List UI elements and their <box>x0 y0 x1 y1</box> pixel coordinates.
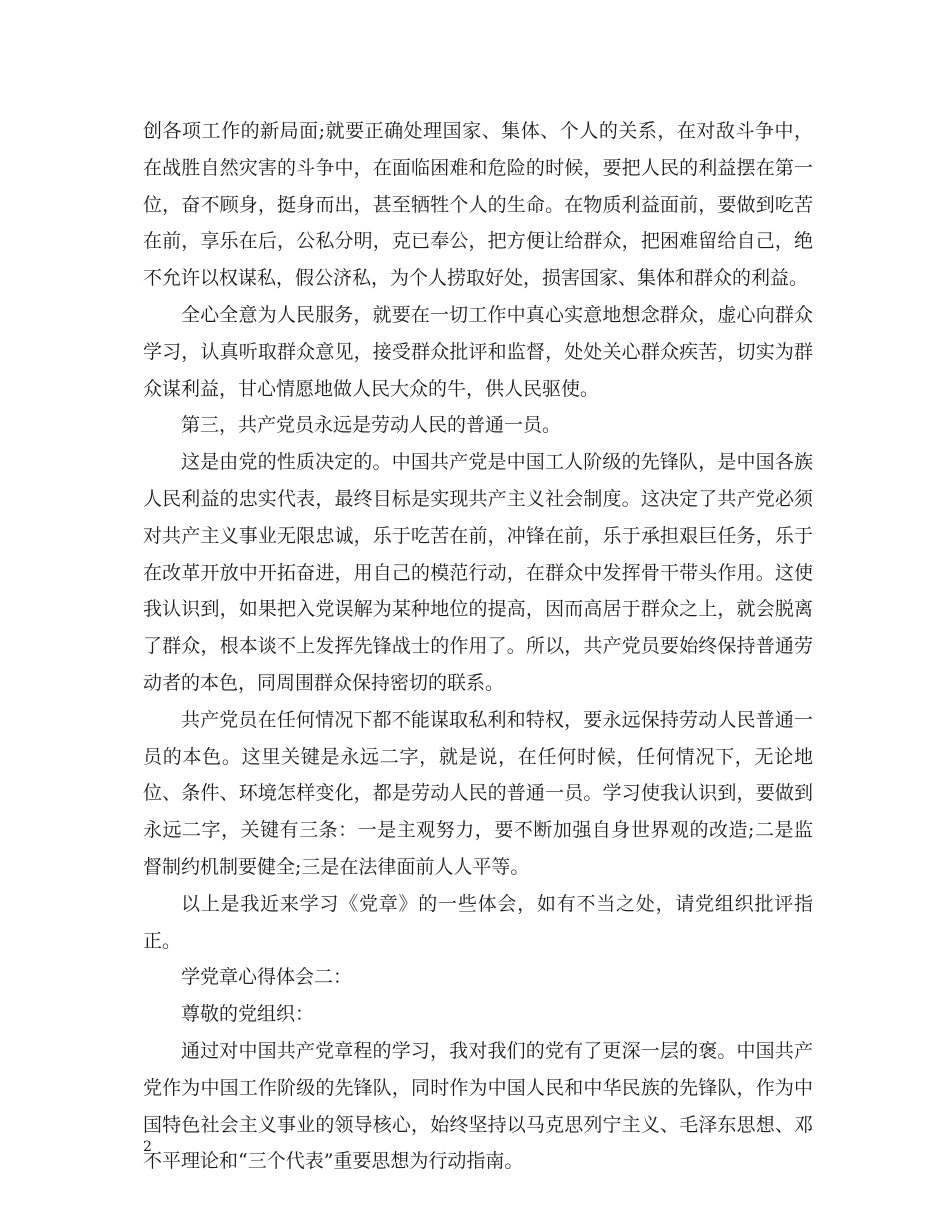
paragraph-6: 以上是我近来学习《党章》的一些体会，如有不当之处，请党组织批评指正。 <box>143 892 813 952</box>
page-number: 2 <box>143 1139 152 1155</box>
paragraph-5: 共产党员在任何情况下都不能谋取私利和特权，要永远保持劳动人民普通一员的本色。这里关键是永远二字，就是说，在任何时候，任何情况下，无论地位、条件、环境怎样变化，都是劳动人民的普通一员。学习使我认识到，要做到永远二字，关键有三条：一是主观努力，要不断加强自身世界观的改造;二是监督制约机制要健全;三是在法律面前人人平等。 <box>143 708 813 878</box>
paragraph-1: 创各项工作的新局面;就要正确处理国家、集体、个人的关系，在对敌斗争中，在战胜自然灾害的斗争中，在面临困难和危险的时候，要把人民的利益摆在第一位，奋不顾身，挺身而出，甚至牺牲个人的生命。在物质利益面前，要做到吃苦在前，享乐在后，公私分明，克已奉公，把方便让给群众，把困难留给自己，绝不允许以权谋私，假公济私，为个人捞取好处，损害国家、集体和群众的利益。 <box>143 120 813 290</box>
paragraph-3: 第三，共产党员永远是劳动人民的普通一员。 <box>181 414 562 437</box>
document-body <box>143 113 813 1180</box>
paragraph-4: 这是由党的性质决定的。中国共产党是中国工人阶级的先锋队，是中国各族人民利益的忠实代表，最终目标是实现共产主义社会制度。这决定了共产党必须对共产主义事业无限忠诚，乐于吃苦在前，冲锋在前，乐于承担艰巨任务，乐于在改革开放中开拓奋进，用自己的模范行动，在群众中发挥骨干带头作用。这使我认识到，如果把入党误解为某种地位的提高，因而高居于群众之上，就会脱离了群众，根本谈不上发挥先锋战士的作用了。所以，共产党员要始终保持普通劳动者的本色，同周围群众保持密切的联系。 <box>143 451 813 694</box>
paragraph-8: 尊敬的党组织： <box>181 1003 315 1026</box>
paragraph-9: 通过对中国共产党章程的学习，我对我们的党有了更深一层的褒。中国共产党作为中国工作阶级的先锋队，同时作为中国人民和中华民族的先锋队，作为中国特色社会主义事业的领导核心，始终坚持以马克思列宁主义、毛泽东思想、邓不平理论和“三个代表”重要思想为行动指南。 <box>143 1039 813 1173</box>
paragraph-7: 学党章心得体会二： <box>181 966 353 989</box>
paragraph-2: 全心全意为人民服务，就要在一切工作中真心实意地想念群众，虚心向群众学习，认真听取群众意见，接受群众批评和监督，处处关心群众疾苦，切实为群众谋利益，甘心情愿地做人民大众的牛，供人民驱使。 <box>143 303 813 400</box>
